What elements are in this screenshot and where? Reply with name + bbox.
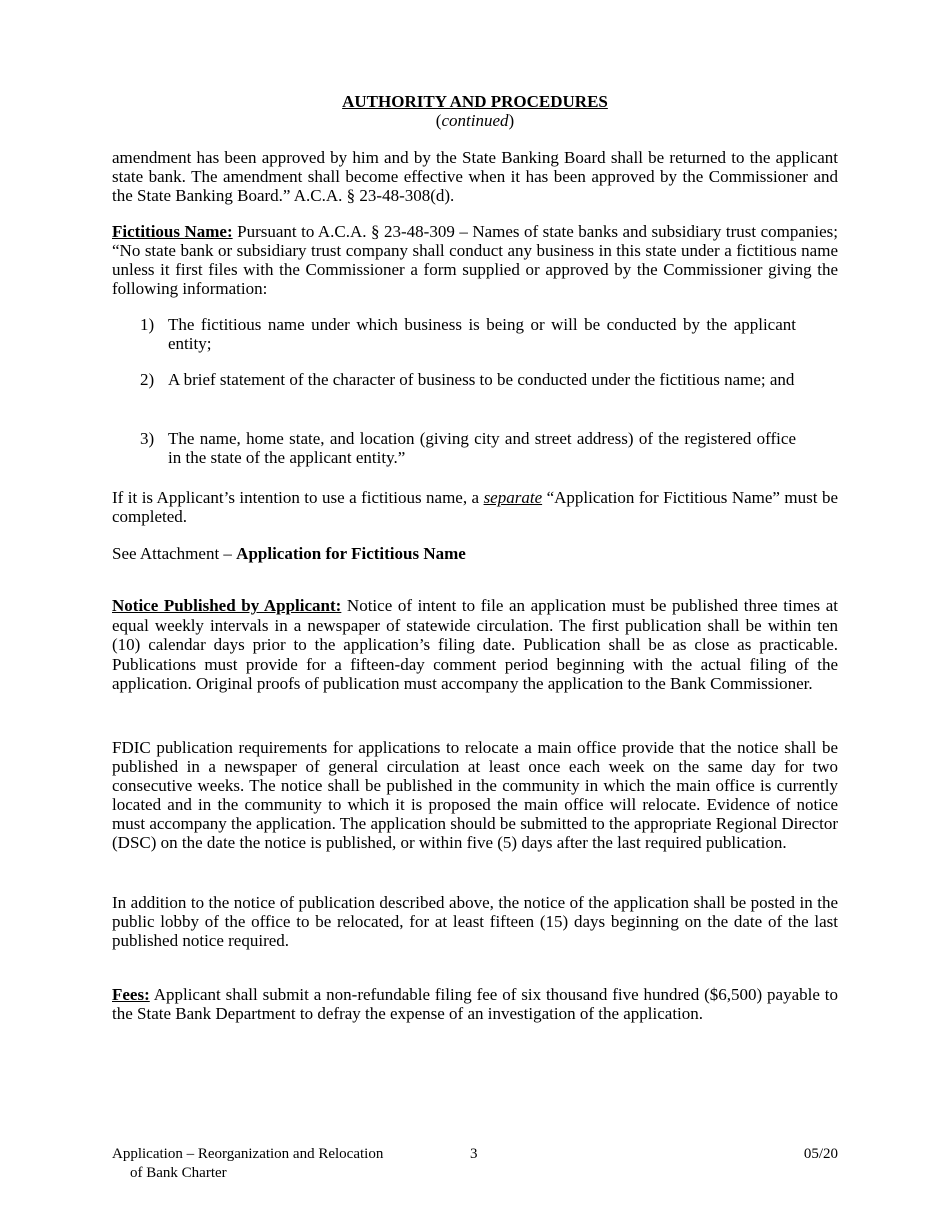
fees-paragraph	[112, 985, 838, 1023]
addition-text: In addition to the notice of publication described above, the notice of the application shall be posted in the public lobby of the office to be relocated, for at least fifteen (15) days beginning on the date of the last published notice required.	[112, 893, 838, 950]
notice-label: Notice Published by Applicant:	[112, 596, 342, 615]
paren-close: )	[508, 111, 515, 130]
list-text: The name, home state, and location (giving city and street address) of the registered office in the state of the applicant entity.”	[168, 429, 796, 467]
fictitious-name-paragraph	[112, 222, 838, 298]
intent-text-post: “Application for Fictitious Name” must be completed.	[112, 488, 838, 526]
footer-title-line1: Application – Reorganization and Relocation	[112, 1146, 384, 1162]
list-number: 2)	[140, 370, 155, 389]
fdic-paragraph	[112, 738, 838, 852]
see-attachment-pre: See Attachment –	[112, 544, 237, 563]
continued-label: continued	[441, 111, 509, 130]
footer-document-title	[112, 1145, 383, 1183]
list-text: The fictitious name under which business is being or will be conducted by the applicant entity;	[168, 315, 796, 353]
notice-text: Notice of intent to file an application must be published three times at equal weekly intervals in a newspaper of statewide circulation. The first publication shall be within ten (10) calendar days prior to the application’s filing date. Publication shall be as close as practicable. Publications must provide for a fifteen-day comment period beginning with the actual filing of the application. Original proofs of publication must accompany the application to the Bank Commissioner.	[112, 596, 838, 694]
list-number: 3)	[140, 429, 155, 448]
fictitious-intent-paragraph	[112, 488, 838, 526]
attachment-title: Application for Fictitious Name	[236, 544, 466, 563]
fdic-text: FDIC publication requirements for applications to relocate a main office provide that the notice shall be published in a newspaper of general circulation at least once each week on the same day for two consecutive weeks. The notice shall be published in the community in which the main office is currently located and in the community to which it is proposed the main office will relocate. Evidence of notice must accompany the application. The application should be submitted to the appropriate Regional Director (DSC) on the date the notice is published, or within five (5) days after the last required publication.	[112, 738, 838, 852]
intro-paragraph	[112, 148, 838, 205]
fees-label: Fees:	[112, 985, 150, 1004]
see-attachment-line	[112, 544, 838, 563]
page-number: 3	[470, 1146, 478, 1162]
footer-date: 05/20	[803, 1146, 838, 1162]
fictitious-name-label: Fictitious Name:	[112, 222, 233, 241]
addition-paragraph	[112, 893, 838, 950]
list-text: A brief statement of the character of business to be conducted under the fictitious name; and	[168, 370, 795, 389]
footer-title-line2: of Bank Charter	[130, 1165, 227, 1181]
list-item	[140, 370, 796, 389]
separate-word: separate	[483, 488, 543, 507]
fees-text: Applicant shall submit a non-refundable filing fee of six thousand five hundred ($6,500) payable to the State Bank Department to defray the expense of an investigation of the application.	[112, 985, 838, 1023]
notice-paragraph	[112, 596, 838, 694]
paren-open: (	[435, 111, 442, 130]
intro-text: amendment has been approved by him and by the State Banking Board shall be returned to the applicant state bank. The amendment shall become effective when it has been approved by the Commissioner and the State Banking Board.” A.C.A. § 23-48-308(d).	[112, 148, 838, 205]
list-item	[140, 429, 796, 467]
intent-text-pre: If it is Applicant’s intention to use a fictitious name, a	[112, 488, 484, 507]
list-item	[140, 315, 796, 353]
fictitious-name-text: Pursuant to A.C.A. § 23-48-309 – Names of state banks and subsidiary trust companies; “No state bank or subsidiary trust company shall conduct any business in this state under a fictitious name unless it first files with the Commissioner a form supplied or approved by the Commissioner giving the following information:	[112, 222, 839, 298]
heading-subtitle	[112, 111, 838, 130]
heading-title: AUTHORITY AND PROCEDURES	[342, 92, 608, 111]
list-number: 1)	[140, 315, 155, 334]
section-heading	[112, 92, 838, 130]
